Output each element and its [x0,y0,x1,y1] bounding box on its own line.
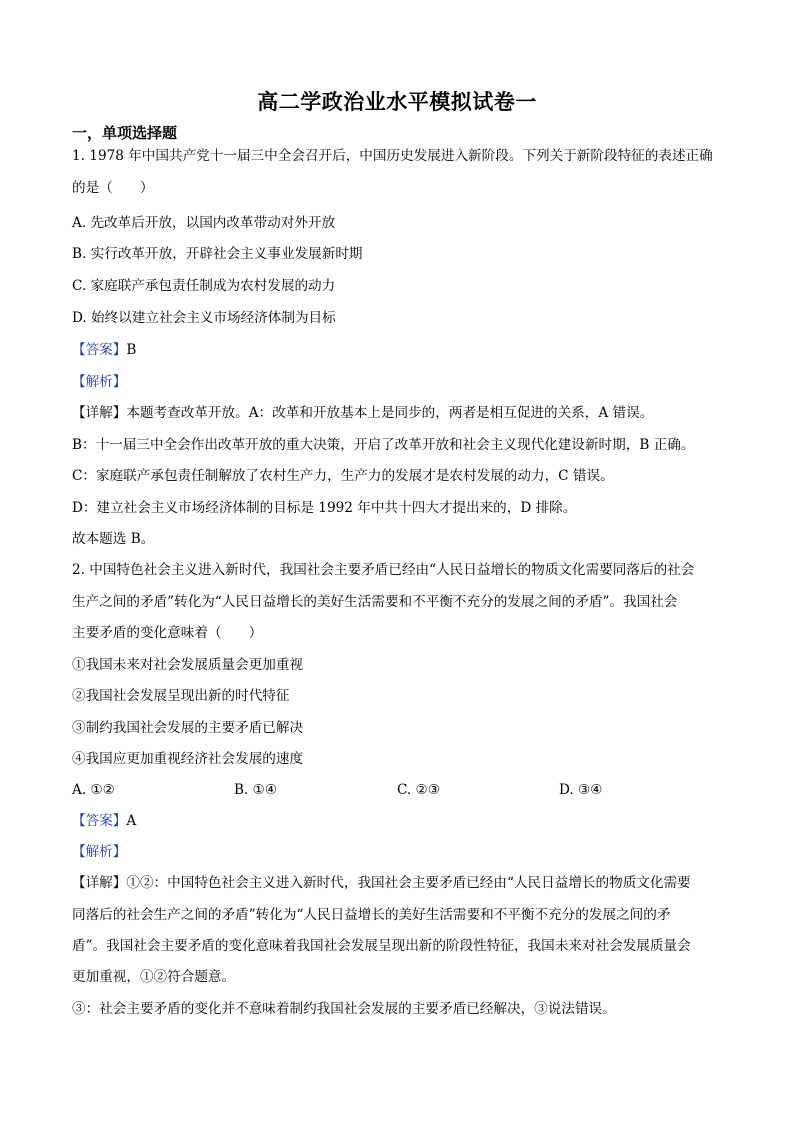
q1-detail-line1 [72,404,653,422]
q2-item-2: ②我国社会发展呈现出新的时代特征 [72,688,290,704]
q2-option-d: D. ③④ [559,782,603,798]
detail-tag: 【详解】 [72,875,127,891]
answer-tag: 【答案】 [72,813,127,829]
page-title: 高二学政治业水平模拟试卷一 [257,89,537,114]
q2-detail-line5: ③：社会主要矛盾的变化并不意味着制约我国社会发展的主要矛盾已经解决，③说法错误。 [72,1001,616,1017]
answer-tag: 【答案】 [72,342,127,358]
q1-stem-line2: 的是（ ） [72,180,154,196]
answer-value: B [126,342,137,358]
q2-item-4: ④我国应更加重视经济社会发展的速度 [72,751,304,767]
q2-answer [72,812,136,830]
q1-answer [72,341,136,359]
q2-option-a: A. ①② [72,782,115,798]
detail-text: ①②：中国特色社会主义进入新时代，我国社会主要矛盾已经由“人民日益增长的物质文化需要 [126,875,691,891]
q1-detail-line4: D：建立社会主义市场经济体制的目标是 1992 年中共十四大才提出来的，D 排除。 [72,500,577,516]
q1-option-c: C. 家庭联产承包责任制成为农村发展的动力 [72,278,336,294]
q2-stem-line1: 2. 中国特色社会主义进入新时代，我国社会主要矛盾已经由“人民日益增长的物质文化需要同落后的社会 [72,562,695,578]
q2-item-3: ③制约我国社会发展的主要矛盾已解决 [72,720,304,736]
q2-detail-line1 [72,874,691,892]
q2-detail-line2: 同落后的社会生产之间的矛盾”转化为“人民日益增长的美好生活需要和不平衡不充分的发展之间的矛 [72,907,671,923]
q2-detail-line4: 更加重视，①②符合题意。 [72,969,236,985]
q2-detail-line3: 盾”。我国社会主要矛盾的变化意味着我国社会发展呈现出新的阶段性特征，我国未来对社会发展质量会 [72,938,691,954]
q1-option-a: A. 先改革后开放，以国内改革带动对外开放 [72,215,336,231]
detail-text: 本题考查改革开放。A：改革和开放基本上是同步的，两者是相互促进的关系，A 错误。 [126,405,654,421]
detail-tag: 【详解】 [72,405,127,421]
q2-stem-line2: 生产之间的矛盾”转化为“人民日益增长的美好生活需要和不平衡不充分的发展之间的矛盾”。我国社会 [72,594,678,610]
answer-value: A [126,813,137,829]
q2-stem-line3: 主要矛盾的变化意味着（ ） [72,625,263,641]
q1-analysis-tag: 【解析】 [72,374,127,390]
q1-detail-line2: B：十一届三中全会作出改革开放的重大决策，开启了改革开放和社会主义现代化建设新时期，B 正确。 [72,437,695,453]
q1-option-b: B. 实行改革开放，开辟社会主义事业发展新时期 [72,246,363,262]
q2-option-c: C. ②③ [397,782,440,798]
q2-analysis-tag: 【解析】 [72,844,127,860]
section-heading: 一，单项选择题 [72,124,178,142]
q1-option-d: D. 始终以建立社会主义市场经济体制为目标 [72,310,336,326]
q1-detail-line3: C：家庭联产承包责任制解放了农村生产力，生产力的发展才是农村发展的动力，C 错误。 [72,468,614,484]
q1-conclusion: 故本题选 B。 [72,531,155,547]
q1-stem-line1: 1. 1978 年中国共产党十一届三中全会召开后，中国历史发展进入新阶段。下列关于新阶段特征的表述正确 [72,148,713,164]
q2-option-b: B. ①④ [234,782,278,798]
q2-item-1: ①我国未来对社会发展质量会更加重视 [72,657,304,673]
